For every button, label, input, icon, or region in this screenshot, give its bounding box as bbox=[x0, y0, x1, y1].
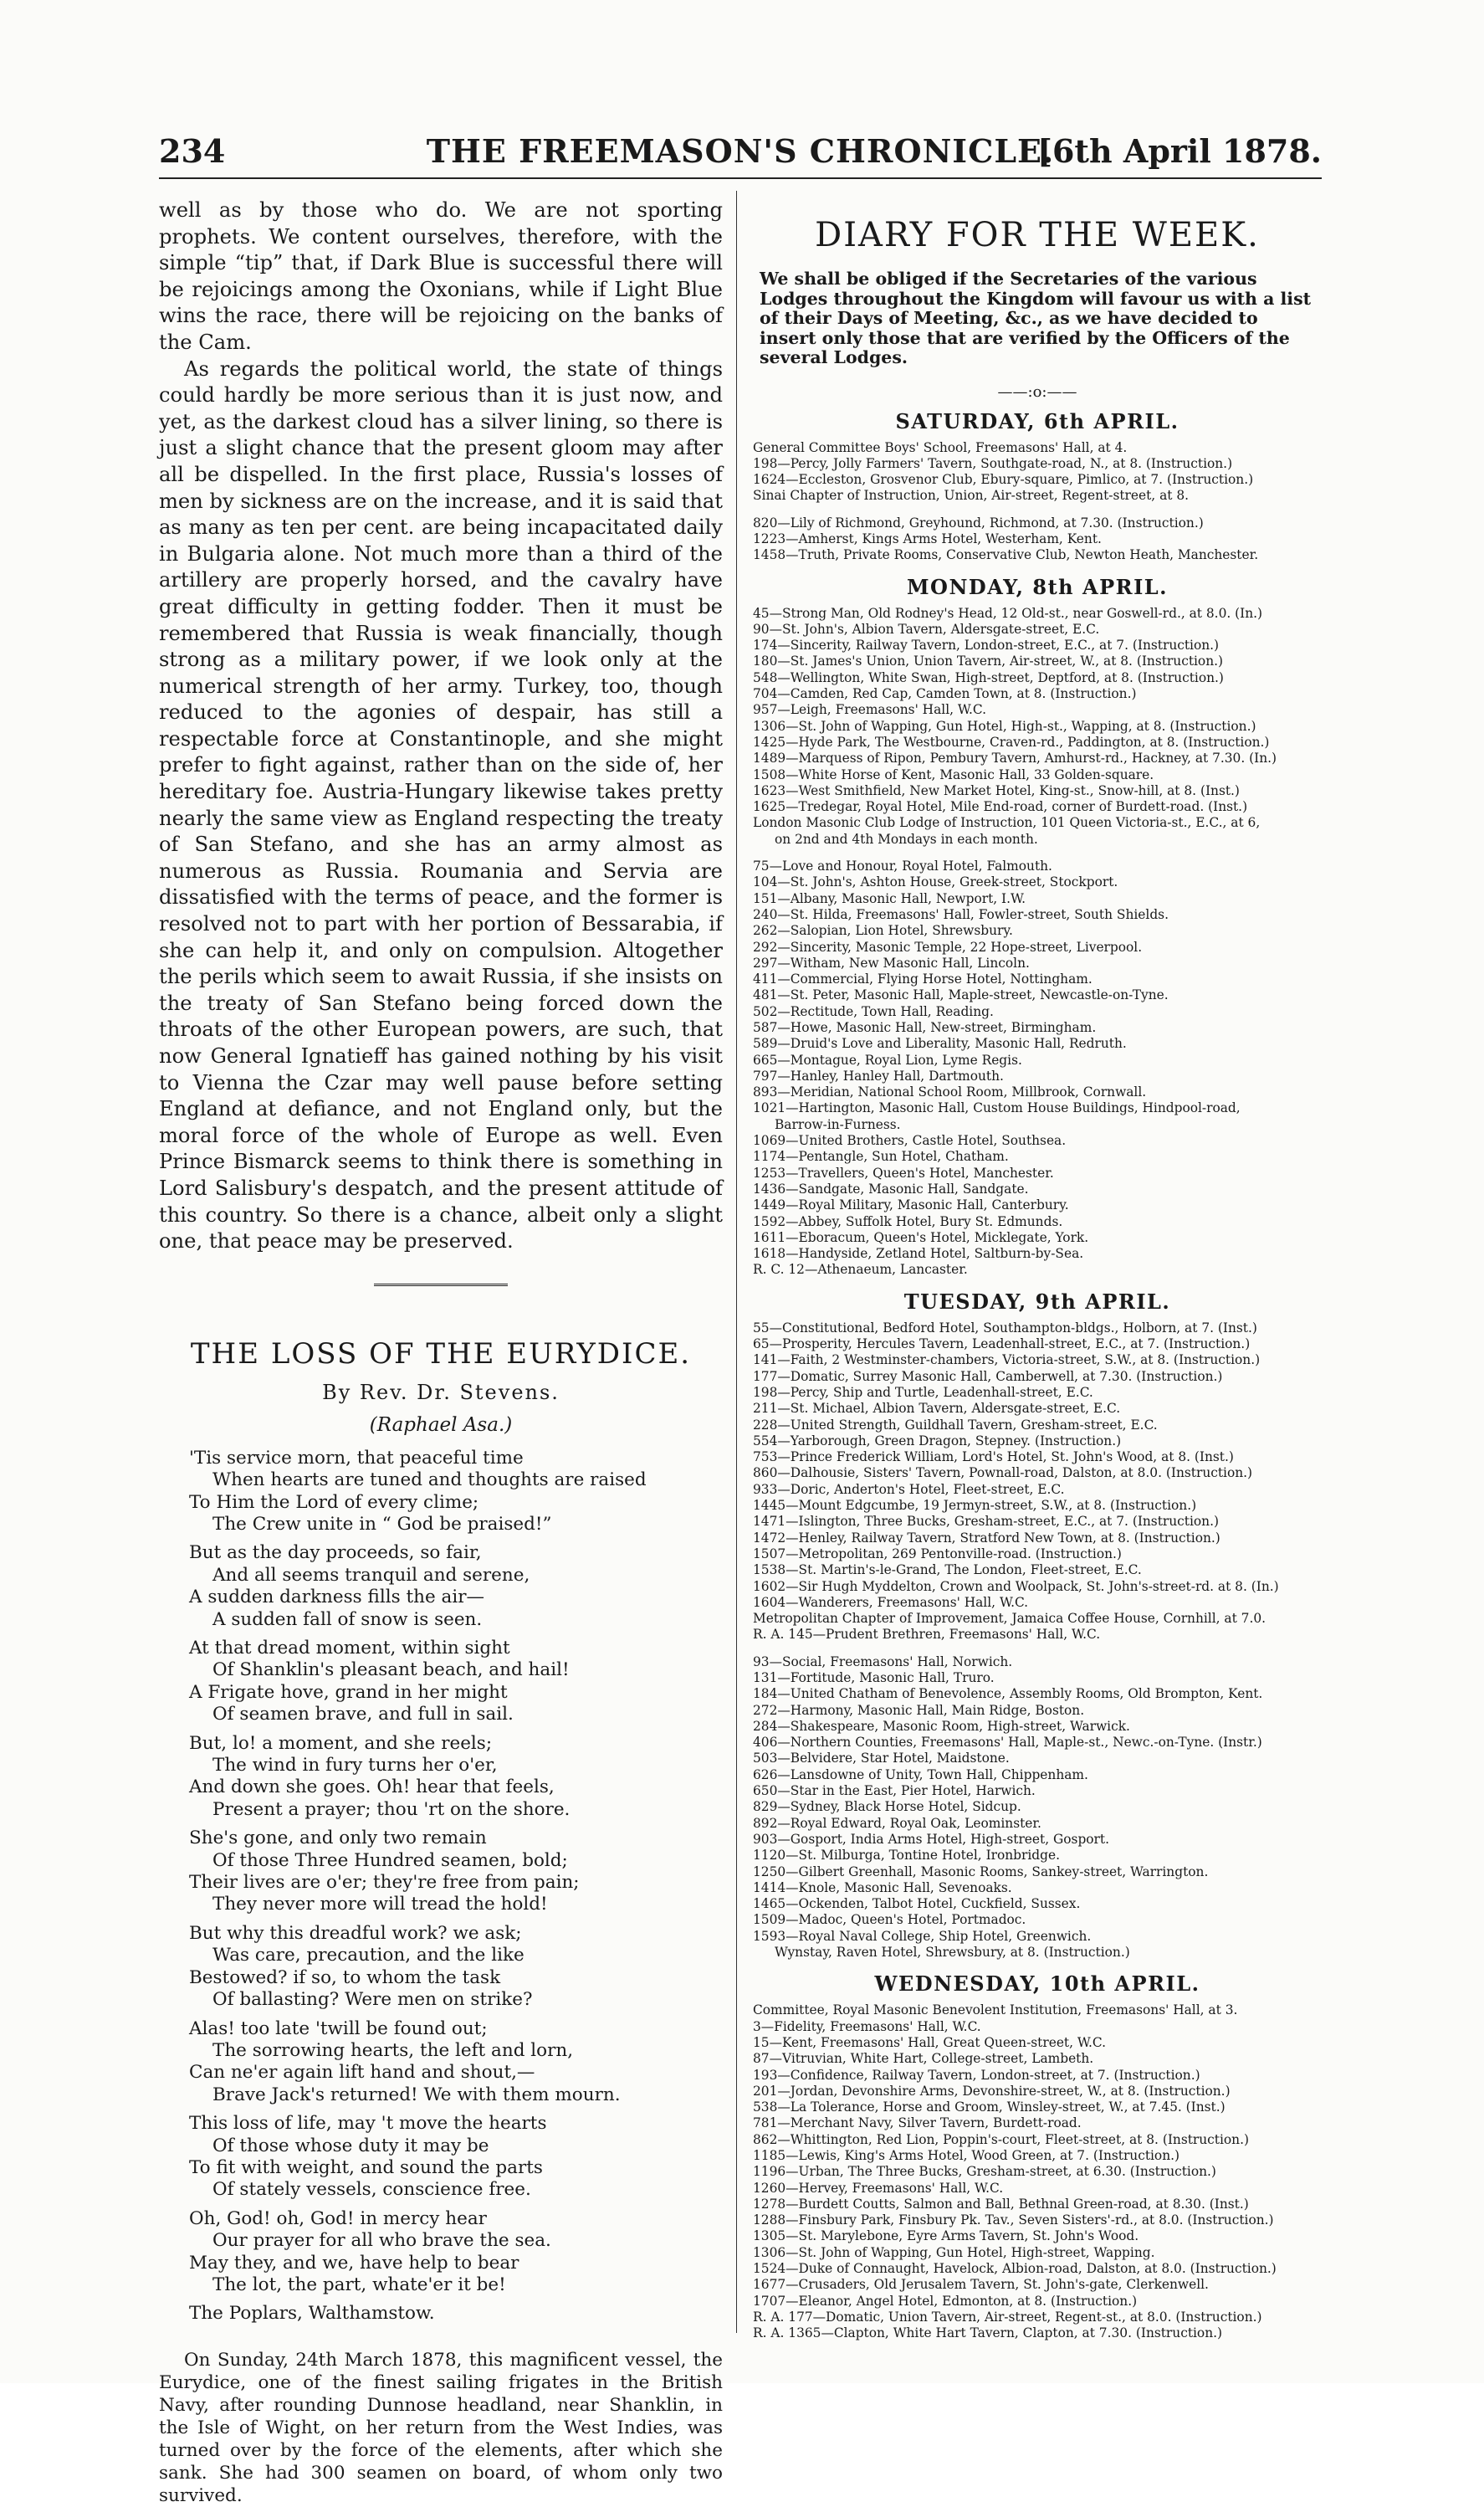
lodge-entry: R. A. 1365—Clapton, White Hart Tavern, Clapton, at 7.30. (Instruction.) bbox=[753, 2325, 1223, 2341]
article-paragraph: As regards the political world, the state of things could hardly be more serious than it is just now, and yet, as the darkest cloud has a silver lining, so there is just a slight chance that the present gloom may after all be dispelled. In the first place, Russia's losses of men by sickness are on the increase, and it is said that as many as ten per cent. are being incapacitated daily in Bulgaria alone. Not much more than a third of the artillery are properly horsed, and the cavalry have great difficulty in getting fodder. Then it must be remembered that Russia is weak financially, though strong as a military power, if we look only at the numerical strength of her army. Turkey, too, though reduced to the agonies of despair, has still a respectable force at Constantinople, and she might prefer to fight against, rather than on the side of, her hereditary foe. Austria-Hungary likewise takes pretty nearly the same view as England respecting the treaty of San Stefano, and she has an army almost as numerous as Russia. Roumania and Servia are dissatisfied with the terms of peace, and the former is resolved not to part with her portion of Bessarabia, if she can help it, and only on compulsion. Altogether the perils which seem to await Russia, if she insists on the treaty of San Stefano being forced down the throats of the other European powers, are such, that now General Ignatieff has gained nothing by his visit to Vienna the Czar may well pause before setting England at defiance, and not England only, but the moral force of the whole of Europe as well. Even Prince Bismarck seems to think there is something in Lord Salisbury's despatch, and the present attitude of this country. So there is a chance, albeit only a slight one, that peace may be preserved. bbox=[159, 356, 723, 1254]
lodge-entry: 1306—St. John of Wapping, Gun Hotel, High-st., Wapping, at 8. (Instruction.) bbox=[753, 718, 1256, 734]
lodge-entry: 554—Yarborough, Green Dragon, Stepney. (Instruction.) bbox=[753, 1433, 1122, 1448]
left-column bbox=[159, 197, 723, 2507]
lodge-entry: 860—Dalhousie, Sisters' Tavern, Pownall-road, Dalston, at 8.0. (Instruction.) bbox=[753, 1465, 1253, 1481]
lodge-entry: 587—Howe, Masonic Hall, New-street, Birmingham. bbox=[753, 1020, 1097, 1035]
lodge-entry: 1253—Travellers, Queen's Hotel, Manchester. bbox=[753, 1165, 1054, 1181]
poem-line: To Him the Lord of every clime; bbox=[189, 1491, 479, 1513]
lodge-entry: 1069—United Brothers, Castle Hotel, Southsea. bbox=[753, 1133, 1067, 1149]
lodge-entry: 1288—Finsbury Park, Finsbury Pk. Tav., Seven Sisters'-rd., at 8.0. (Instruction.) bbox=[753, 2212, 1274, 2228]
lodge-group bbox=[753, 2002, 1322, 2341]
lodge-entry: 650—Star in the East, Pier Hotel, Harwich. bbox=[753, 1783, 1036, 1799]
lodge-entry: 1508—White Horse of Kent, Masonic Hall, 33 Golden-square. bbox=[753, 766, 1154, 782]
poem-stanza bbox=[189, 2018, 723, 2107]
lodge-entry: 1538—St. Martin's-le-Grand, The London, Fleet-street, E.C. bbox=[753, 1562, 1142, 1578]
lodge-entry: R. A. 177—Domatic, Union Tavern, Air-street, Regent-st., at 8.0. (Instruction.) bbox=[753, 2309, 1262, 2325]
section-rule bbox=[374, 1284, 508, 1289]
poem-line: Our prayer for all who brave the sea. bbox=[212, 2230, 551, 2252]
lodge-entry: 1465—Ockenden, Talbot Hotel, Cuckfield, Sussex. bbox=[753, 1896, 1081, 1912]
poem-line: At that dread moment, within sight bbox=[189, 1638, 510, 1659]
poem-line: Can ne'er again lift hand and shout,— bbox=[189, 2062, 535, 2084]
lodge-entry: Wynstay, Raven Hotel, Shrewsbury, at 8. (Instruction.) bbox=[775, 1945, 1130, 1961]
lodge-entry: 1250—Gilbert Greenhall, Masonic Rooms, Sankey-street, Warrington. bbox=[753, 1864, 1209, 1879]
poem-line: Of stately vessels, conscience free. bbox=[212, 2179, 531, 2201]
lodge-entry: 198—Percy, Ship and Turtle, Leadenhall-street, E.C. bbox=[753, 1384, 1093, 1400]
poem-line: Their lives are o'er; they're free from pain; bbox=[189, 1872, 580, 1894]
poem-line: The sorrowing hearts, the left and lorn, bbox=[212, 2039, 574, 2061]
lodge-group bbox=[753, 1654, 1322, 1961]
article-paragraph: well as by those who do. We are not sporting prophets. We content ourselves, therefore, with the simple “tip” that, if Dark Blue is successful there will be rejoicings among the Oxonians, while if Light Blue wins the race, there will be rejoicing on the banks of the Cam. bbox=[159, 198, 723, 354]
lodge-entry: 198—Percy, Jolly Farmers' Tavern, Southgate-road, N., at 8. (Instruction.) bbox=[753, 455, 1233, 471]
day-heading: MONDAY, 8th APRIL. bbox=[906, 574, 1169, 599]
lodge-entry: 1223—Amherst, Kings Arms Hotel, Westerham, Kent. bbox=[753, 531, 1102, 546]
day-heading: SATURDAY, 6th APRIL. bbox=[895, 408, 1180, 433]
day-heading: WEDNESDAY, 10th APRIL. bbox=[874, 1971, 1200, 1997]
lodge-entry: 1471—Islington, Three Bucks, Gresham-street, E.C., at 7. (Instruction.) bbox=[753, 1514, 1219, 1530]
lodge-entry: 933—Doric, Anderton's Hotel, Fleet-street, E.C. bbox=[753, 1481, 1065, 1497]
lodge-entry: 1278—Burdett Coutts, Salmon and Ball, Bethnal Green-road, at 8.30. (Inst.) bbox=[753, 2196, 1249, 2212]
poem-line: The Crew unite in “ God be praised!” bbox=[212, 1513, 552, 1535]
lodge-entry: 1260—Hervey, Freemasons' Hall, W.C. bbox=[753, 2180, 1004, 2196]
lodge-entry: 1677—Crusaders, Old Jerusalem Tavern, St. John's-gate, Clerkenwell. bbox=[753, 2277, 1209, 2293]
poem-line: A Frigate hove, grand in her might bbox=[189, 1681, 508, 1703]
poem-line: Of ballasting? Were men on strike? bbox=[212, 1989, 533, 2011]
lodge-entry: 45—Strong Man, Old Rodney's Head, 12 Old-st., near Goswell-rd., at 8.0. (In.) bbox=[753, 605, 1263, 621]
poem-line: When hearts are tuned and thoughts are raised bbox=[212, 1469, 647, 1491]
lodge-entry: Committee, Royal Masonic Benevolent Institution, Freemasons' Hall, at 3. bbox=[753, 2002, 1238, 2018]
issue-date: [6th April 1878. bbox=[1037, 132, 1322, 170]
lodge-entry: 892—Royal Edward, Royal Oak, Leominster. bbox=[753, 1815, 1041, 1831]
poem-line: They never more will tread the hold! bbox=[212, 1894, 548, 1915]
lodge-entry: 141—Faith, 2 Westminster-chambers, Victoria-street, S.W., at 8. (Instruction.) bbox=[753, 1352, 1261, 1368]
lodge-entry: 1185—Lewis, King's Arms Hotel, Wood Green, at 7. (Instruction.) bbox=[753, 2148, 1180, 2163]
poem-line: But why this dreadful work? we ask; bbox=[189, 1922, 522, 1944]
lodge-entry: 1618—Handyside, Zetland Hotel, Saltburn-by-Sea. bbox=[753, 1246, 1084, 1262]
lodge-entry: 90—St. John's, Albion Tavern, Aldersgate-street, E.C. bbox=[753, 621, 1100, 637]
lodge-entry: 1524—Duke of Connaught, Havelock, Albion-road, Dalston, at 8.0. (Instruction.) bbox=[753, 2261, 1277, 2277]
lodge-entry: 15—Kent, Freemasons' Hall, Great Queen-street, W.C. bbox=[753, 2034, 1107, 2050]
diary-title: DIARY FOR THE WEEK. bbox=[815, 216, 1260, 254]
lodge-entry: 211—St. Michael, Albion Tavern, Aldersgate-street, E.C. bbox=[753, 1401, 1121, 1417]
lodge-entry: 820—Lily of Richmond, Greyhound, Richmond, at 7.30. (Instruction.) bbox=[753, 515, 1204, 531]
poem-line: The wind in fury turns her o'er, bbox=[212, 1755, 498, 1776]
lodge-entry: 406—Northern Counties, Freemasons' Hall, Maple-st., Newc.-on-Tyne. (Instr.) bbox=[753, 1735, 1262, 1751]
lodge-entry: 503—Belvidere, Star Hotel, Maidstone. bbox=[753, 1751, 1010, 1766]
lodge-group bbox=[753, 515, 1322, 564]
poem-stanza bbox=[189, 1733, 723, 1822]
lodge-entry: 228—United Strength, Guildhall Tavern, Gresham-street, E.C. bbox=[753, 1417, 1158, 1433]
right-column bbox=[753, 197, 1322, 2353]
lodge-entry: 957—Leigh, Freemasons' Hall, W.C. bbox=[753, 702, 987, 718]
lodge-entry: 131—Fortitude, Masonic Hall, Truro. bbox=[753, 1669, 995, 1685]
lodge-entry: 1425—Hyde Park, The Westbourne, Craven-rd., Paddington, at 8. (Instruction.) bbox=[753, 734, 1270, 750]
lodge-entry: 1509—Madoc, Queen's Hotel, Portmadoc. bbox=[753, 1912, 1026, 1928]
lodge-entry: 297—Witham, New Masonic Hall, Lincoln. bbox=[753, 955, 1030, 971]
lodge-entry: 1489—Marquess of Ripon, Pembury Tavern, Amhurst-rd., Hackney, at 7.30. (In.) bbox=[753, 751, 1277, 766]
lodge-entry: 193—Confidence, Railway Tavern, London-street, at 7. (Instruction.) bbox=[753, 2067, 1200, 2083]
lodge-entry: 1436—Sandgate, Masonic Hall, Sandgate. bbox=[753, 1181, 1029, 1197]
page-number: 234 bbox=[159, 132, 226, 170]
poem-line: To fit with weight, and sound the parts bbox=[189, 2156, 543, 2178]
lodge-entry: 1593—Royal Naval College, Ship Hotel, Greenwich. bbox=[753, 1928, 1092, 1944]
poem-stanza bbox=[189, 1542, 723, 1631]
lodge-entry: 1472—Henley, Railway Tavern, Stratford New Town, at 8. (Instruction.) bbox=[753, 1530, 1220, 1546]
poem-line: A sudden fall of snow is seen. bbox=[212, 1608, 483, 1630]
lodge-group bbox=[753, 859, 1322, 1279]
lodge-entry: 1449—Royal Military, Masonic Hall, Canterbury. bbox=[753, 1197, 1069, 1213]
lodge-entry: 1196—Urban, The Three Bucks, Gresham-street, at 6.30. (Instruction.) bbox=[753, 2164, 1216, 2180]
lodge-entry: 1305—St. Marylebone, Eyre Arms Tavern, St. John's Wood. bbox=[753, 2228, 1139, 2244]
lodge-entry: 1445—Mount Edgcumbe, 19 Jermyn-street, S.W., at 8. (Instruction.) bbox=[753, 1498, 1197, 1514]
lodge-entry: 1604—Wanderers, Freemasons' Hall, W.C. bbox=[753, 1594, 1029, 1610]
poem-line: Of Shanklin's pleasant beach, and hail! bbox=[212, 1659, 570, 1681]
poem-note: On Sunday, 24th March 1878, this magnificent vessel, the Eurydice, one of the finest sailing frigates in the British Navy, after rounding Dunnose headland, near Shanklin, in the Isle of Wight, on her return from the West Indies, was turned over by the force of the elements, after which she sank. She had 300 seamen on board, of whom only two survived. bbox=[159, 2350, 723, 2507]
poem-line: Present a prayer; thou 'rt on the shore. bbox=[212, 1798, 571, 1820]
lodge-entry: 1592—Abbey, Suffolk Hotel, Bury St. Edmunds. bbox=[753, 1213, 1063, 1229]
lodge-entry: 292—Sincerity, Masonic Temple, 22 Hope-street, Liverpool. bbox=[753, 939, 1143, 955]
poem-line: A sudden darkness fills the air— bbox=[189, 1587, 485, 1608]
lodge-entry: 538—La Tolerance, Horse and Groom, Winsley-street, W., at 7.45. (Inst.) bbox=[753, 2099, 1226, 2115]
lodge-entry: 1458—Truth, Private Rooms, Conservative Club, Newton Heath, Manchester. bbox=[753, 547, 1259, 563]
lodge-entry: 589—Druid's Love and Liberality, Masonic Hall, Redruth. bbox=[753, 1036, 1127, 1052]
lodge-entry: 781—Merchant Navy, Silver Tavern, Burdett-road. bbox=[753, 2115, 1082, 2131]
lodge-entry: 753—Prince Frederick William, Lord's Hotel, St. John's Wood, at 8. (Inst.) bbox=[753, 1449, 1234, 1465]
poem-line: Of those whose duty it may be bbox=[212, 2135, 489, 2156]
lodge-entry: 1414—Knole, Masonic Hall, Sevenoaks. bbox=[753, 1879, 1012, 1895]
lodge-entry: 704—Camden, Red Cap, Camden Town, at 8. (Instruction.) bbox=[753, 686, 1137, 702]
lodge-entry: 411—Commercial, Flying Horse Hotel, Nottingham. bbox=[753, 972, 1093, 987]
poem-stanza bbox=[189, 1638, 723, 1726]
lodge-entry: 104—St. John's, Ashton House, Greek-street, Stockport. bbox=[753, 874, 1118, 890]
poem-body bbox=[159, 1448, 723, 2297]
lodge-entry: Metropolitan Chapter of Improvement, Jamaica Coffee House, Cornhill, at 7.0. bbox=[753, 1611, 1267, 1627]
lodge-entry: 240—St. Hilda, Freemasons' Hall, Fowler-street, South Shields. bbox=[753, 906, 1169, 922]
column-divider bbox=[736, 191, 737, 2333]
poem-line: And all seems tranquil and serene, bbox=[212, 1564, 530, 1586]
lodge-entry: on 2nd and 4th Mondays in each month. bbox=[775, 831, 1038, 847]
poem-line: This loss of life, may 't move the hearts bbox=[189, 2113, 547, 2135]
lodge-entry: 1507—Metropolitan, 269 Pentonville-road. (Instruction.) bbox=[753, 1546, 1122, 1561]
lodge-entry: R. C. 12—Athenaeum, Lancaster. bbox=[753, 1262, 968, 1278]
lodge-group bbox=[753, 606, 1322, 848]
lodge-entry: 829—Sydney, Black Horse Hotel, Sidcup. bbox=[753, 1799, 1021, 1815]
poem-line: And down she goes. Oh! hear that feels, bbox=[189, 1776, 555, 1798]
lodge-entry: 262—Salopian, Lion Hotel, Shrewsbury. bbox=[753, 923, 1013, 939]
poem-byline: By Rev. Dr. Stevens. bbox=[322, 1380, 560, 1404]
poem-line: Of those Three Hundred seamen, bold; bbox=[212, 1849, 568, 1871]
poem-title: THE LOSS OF THE EURYDICE. bbox=[190, 1336, 692, 1371]
lodge-entry: 55—Constitutional, Bedford Hotel, Southampton-bldgs., Holborn, at 7. (Inst.) bbox=[753, 1320, 1257, 1336]
poem-line: But, lo! a moment, and she reels; bbox=[189, 1732, 493, 1754]
lodge-entry: 65—Prosperity, Hercules Tavern, Leadenhall-street, E.C., at 7. (Instruction.) bbox=[753, 1336, 1251, 1352]
lodge-entry: 626—Lansdowne of Unity, Town Hall, Chippenham. bbox=[753, 1766, 1088, 1782]
lodge-entry: 75—Love and Honour, Royal Hotel, Falmouth. bbox=[753, 859, 1052, 874]
poem-line: Alas! too late 'twill be found out; bbox=[189, 2017, 488, 2039]
poem-stanza bbox=[189, 2208, 723, 2297]
lodge-entry: 548—Wellington, White Swan, High-street, Deptford, at 8. (Instruction.) bbox=[753, 669, 1224, 685]
poem-line: Oh, God! oh, God! in mercy hear bbox=[189, 2207, 487, 2229]
lodge-entry: Barrow-in-Furness. bbox=[775, 1116, 901, 1132]
poem-line: But as the day proceeds, so fair, bbox=[189, 1542, 482, 1564]
lodge-entry: 481—St. Peter, Masonic Hall, Maple-street, Newcastle-on-Tyne. bbox=[753, 987, 1169, 1003]
masthead-title: THE FREEMASON'S CHRONICLE. bbox=[426, 132, 1055, 170]
lodge-entry: 151—Albany, Masonic Hall, Newport, I.W. bbox=[753, 890, 1026, 906]
poem-stanza bbox=[189, 1828, 723, 1916]
lodge-entry: 1021—Hartington, Masonic Hall, Custom House Buildings, Hindpool-road, bbox=[753, 1100, 1241, 1116]
poem-line: May they, and we, have help to bear bbox=[189, 2252, 519, 2274]
lodge-entry: 284—Shakespeare, Masonic Room, High-street, Warwick. bbox=[753, 1718, 1130, 1734]
lodge-entry: 1306—St. John of Wapping, Gun Hotel, High-street, Wapping. bbox=[753, 2244, 1155, 2260]
lodge-entry: London Masonic Club Lodge of Instruction, 101 Queen Victoria-st., E.C., at 6, bbox=[753, 815, 1261, 831]
page-header bbox=[159, 132, 1322, 171]
lodge-entry: General Committee Boys' School, Freemasons' Hall, at 4. bbox=[753, 439, 1128, 455]
poem-line: Bestowed? if so, to whom the task bbox=[189, 1966, 501, 1988]
poem-line: She's gone, and only two remain bbox=[189, 1828, 487, 1849]
poem-subtitle: (Raphael Asa.) bbox=[369, 1413, 513, 1436]
lodge-entry: 1611—Eboracum, Queen's Hotel, Micklegate, York. bbox=[753, 1229, 1089, 1245]
lodge-entry: Sinai Chapter of Instruction, Union, Air-street, Regent-street, at 8. bbox=[753, 488, 1190, 504]
lodge-entry: 1602—Sir Hugh Myddelton, Crown and Woolpack, St. John's-street-rd. at 8. (In.) bbox=[753, 1578, 1279, 1594]
poem-line: 'Tis service morn, that peaceful time bbox=[189, 1447, 524, 1469]
diary-separator: ——:o:—— bbox=[997, 382, 1077, 401]
lodge-entry: 665—Montague, Royal Lion, Lyme Regis. bbox=[753, 1052, 1022, 1068]
poem-place: The Poplars, Walthamstow. bbox=[189, 2303, 435, 2325]
poem-stanza bbox=[189, 1923, 723, 2012]
poem-line: The lot, the part, whate'er it be! bbox=[212, 2274, 506, 2295]
lodge-entry: 893—Meridian, National School Room, Millbrook, Cornwall. bbox=[753, 1084, 1147, 1100]
lodge-entry: 3—Fidelity, Freemasons' Hall, W.C. bbox=[753, 2018, 981, 2034]
poem-line: Was care, precaution, and the like bbox=[212, 1945, 525, 1966]
day-heading: TUESDAY, 9th APRIL. bbox=[903, 1289, 1171, 1314]
lodge-entry: 1624—Eccleston, Grosvenor Club, Ebury-square, Pimlico, at 7. (Instruction.) bbox=[753, 472, 1254, 488]
poem-stanza bbox=[189, 2113, 723, 2202]
poem-stanza bbox=[189, 1448, 723, 1536]
lodge-entry: 1174—Pentangle, Sun Hotel, Chatham. bbox=[753, 1149, 1009, 1165]
lodge-entry: 272—Harmony, Masonic Hall, Main Ridge, Boston. bbox=[753, 1702, 1085, 1718]
lodge-entry: 1707—Eleanor, Angel Hotel, Edmonton, at 8. (Instruction.) bbox=[753, 2293, 1138, 2309]
lodge-entry: 180—St. James's Union, Union Tavern, Air-street, W., at 8. (Instruction.) bbox=[753, 654, 1223, 669]
poem-line: Brave Jack's returned! We with them mourn. bbox=[212, 2084, 621, 2105]
lodge-entry: 862—Whittington, Red Lion, Poppin's-court, Fleet-street, at 8. (Instruction.) bbox=[753, 2131, 1249, 2147]
lodge-entry: 184—United Chatham of Benevolence, Assembly Rooms, Old Brompton, Kent. bbox=[753, 1686, 1263, 1702]
lodge-entry: 502—Rectitude, Town Hall, Reading. bbox=[753, 1003, 994, 1019]
lodge-entry: 1623—West Smithfield, New Market Hotel, King-st., Snow-hill, at 8. (Inst.) bbox=[753, 782, 1240, 798]
lodge-entry: 177—Domatic, Surrey Masonic Hall, Camberwell, at 7.30. (Instruction.) bbox=[753, 1368, 1223, 1384]
lodge-entry: 797—Hanley, Hanley Hall, Dartmouth. bbox=[753, 1068, 1004, 1084]
lodge-group bbox=[753, 440, 1322, 505]
lodge-entry: 174—Sincerity, Railway Tavern, London-street, E.C., at 7. (Instruction.) bbox=[753, 638, 1220, 654]
lodge-group bbox=[753, 1320, 1322, 1643]
diary-note: We shall be obliged if the Secretaries of the various Lodges throughout the Kingdom will favour us with a list of their Days of Meeting, &c., as we have decided to insert only those that are verified by the Officers of the several Lodges. bbox=[760, 269, 1312, 367]
lodge-entry: 201—Jordan, Devonshire Arms, Devonshire-street, W., at 8. (Instruction.) bbox=[753, 2083, 1231, 2099]
lodge-entry: R. A. 145—Prudent Brethren, Freemasons' Hall, W.C. bbox=[753, 1627, 1101, 1643]
lodge-entry: 93—Social, Freemasons' Hall, Norwich. bbox=[753, 1653, 1013, 1669]
lodge-entry: 1120—St. Milburga, Tontine Hotel, Ironbridge. bbox=[753, 1848, 1061, 1864]
header-rule bbox=[159, 177, 1322, 179]
diary-days bbox=[753, 409, 1322, 2342]
lodge-entry: 1625—Tredegar, Royal Hotel, Mile End-road, corner of Burdett-road. (Inst.) bbox=[753, 799, 1248, 815]
poem-line: Of seamen brave, and full in sail. bbox=[212, 1704, 514, 1725]
lodge-entry: 903—Gosport, India Arms Hotel, High-street, Gosport. bbox=[753, 1831, 1109, 1847]
lodge-entry: 87—Vitruvian, White Hart, College-street, Lambeth. bbox=[753, 2051, 1094, 2067]
